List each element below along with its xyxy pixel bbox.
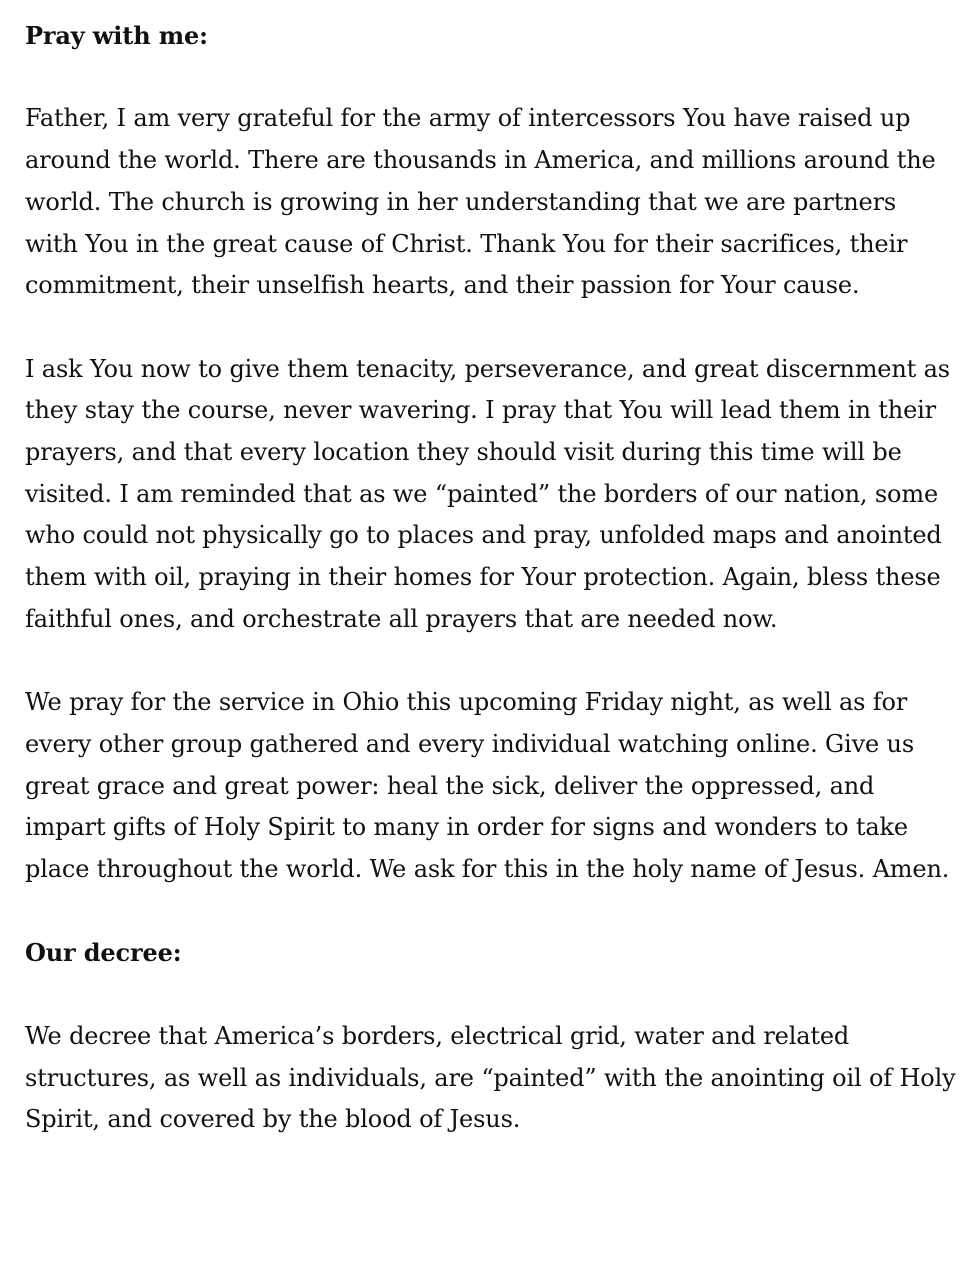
- pray-heading: Pray with me:: [25, 21, 208, 50]
- prayer-paragraph-1: Father, I am very grateful for the army of intercessors You have raised up around the world. There are thousands in America, and millions around the world. The church is growing in her understanding that we are partners with You in the great cause of Christ. Thank You for their sacrifices, their commitment, their unselfish hearts, and their passion for Your cause.: [25, 104, 936, 300]
- prayer-paragraph-3: We pray for the service in Ohio this upcoming Friday night, as well as for every other group gathered and every individual watching online. Give us great grace and great power: heal the sick, deliver the oppressed, and impart gifts of Holy Spirit to many in order for signs and wonders to take place throughout the world. We ask for this in the holy name of Jesus. Amen.: [25, 688, 950, 884]
- spacer: [25, 307, 956, 349]
- spacer: [25, 891, 956, 933]
- spacer: [25, 57, 956, 99]
- spacer: [25, 974, 956, 1016]
- decree-heading: Our decree:: [25, 938, 182, 968]
- spacer: [25, 641, 956, 683]
- decree-paragraph: We decree that America’s borders, electrical grid, water and related structures, as well as individuals, are “painted” with the anointing oil of Holy Spirit, and covered by the blood of Jesus.: [25, 1021, 956, 1134]
- prayer-paragraph-2: I ask You now to give them tenacity, perseverance, and great discernment as they stay the course, never wavering. I pray that You will lead them in their prayers, and that every location they should visit during this time will be visited. I am reminded that as we “painted” the borders of our nation, some who could not physically go to places and pray, unfolded maps and anointed them with oil, praying in their homes for Your protection. Again, bless these faithful ones, and orchestrate all prayers that are needed now.: [25, 354, 950, 633]
